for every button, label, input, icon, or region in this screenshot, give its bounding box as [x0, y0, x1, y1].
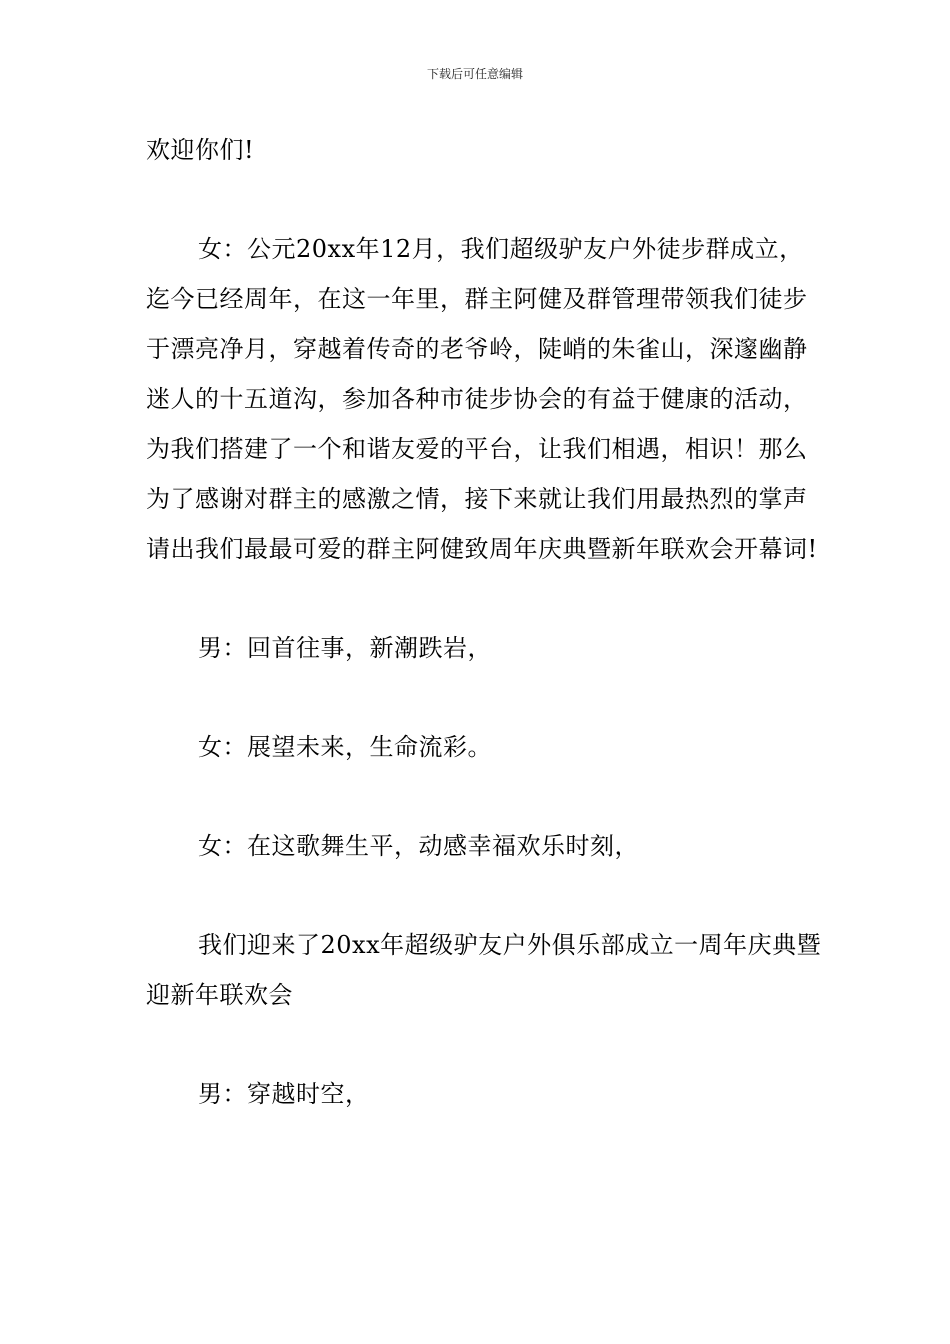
paragraph-welcome: 欢迎你们! [146, 136, 255, 164]
page-header-note: 下载后可任意编辑 [426, 67, 523, 81]
paragraph-male-line-2: 男：穿越时空， [198, 1080, 370, 1108]
paragraph-female-intro: 女：公元20xx年12月，我们超级驴友户外徒步群成立，迄今已经周年，在这一年里，群主阿健及群管理带领我们徒步于漂亮净月，穿越着传奇的老爷岭，陡峭的朱雀山，深邃幽静迷人的十五道沟，参加各种市徒步协会的有益于健康的活动，为我们搭建了一个和谐友爱的平台，让我们相遇，相识！那么为了感谢对群主的感激之情，接下来就让我们用最热烈的掌声请出我们最最可爱的群主阿健致周年庆典暨新年联欢会开幕词! [146, 235, 818, 563]
paragraph-male-line-1: 男：回首往事，新潮跌岩， [198, 634, 492, 662]
paragraph-anniversary: 我们迎来了20xx年超级驴友户外俱乐部成立一周年庆典暨迎新年联欢会 [146, 931, 822, 1009]
paragraph-female-line-2: 女：在这歌舞生平，动感幸福欢乐时刻， [198, 832, 639, 860]
document-body [146, 125, 826, 1119]
paragraph-female-line-1: 女：展望未来，生命流彩。 [198, 733, 492, 761]
